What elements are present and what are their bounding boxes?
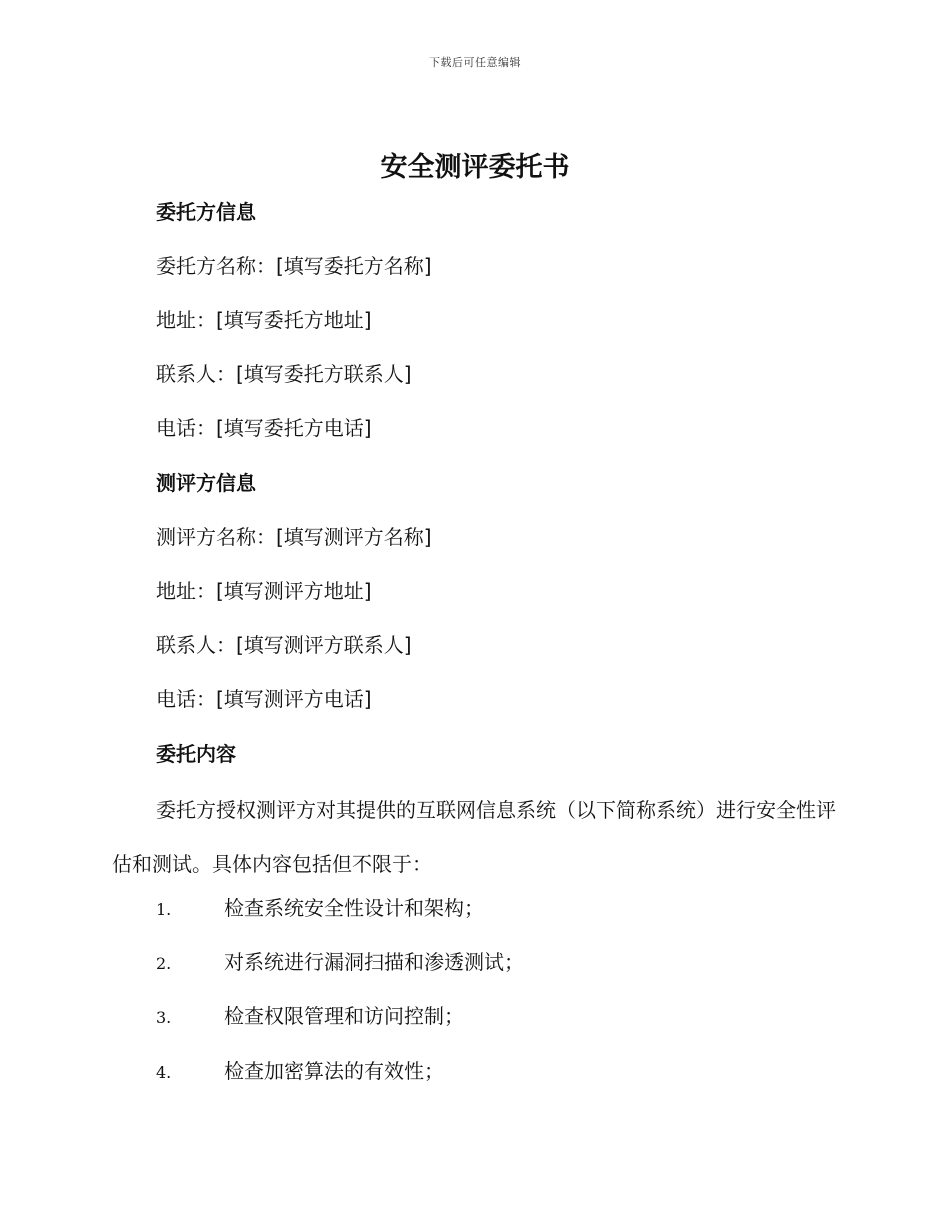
list-item xyxy=(156,948,524,978)
page-header-note: 下载后可任意编辑 xyxy=(429,56,521,69)
content-paragraph: 委托方授权测评方对其提供的互联网信息系统（以下简称系统）进行安全性评估和测试。具体内容包括但不限于： xyxy=(112,798,836,876)
list-item-text: 检查权限管理和访问控制； xyxy=(224,1004,464,1028)
client-contact-line: 联系人：[填写委托方联系人] xyxy=(156,362,412,386)
list-item-text: 检查加密算法的有效性； xyxy=(224,1059,444,1083)
content-section-heading: 委托内容 xyxy=(156,742,236,766)
evaluator-section-heading: 测评方信息 xyxy=(156,471,256,495)
list-item-number: 2. xyxy=(156,954,172,973)
document-title: 安全测评委托书 xyxy=(380,152,570,183)
client-section-heading: 委托方信息 xyxy=(156,200,256,224)
evaluator-phone-line: 电话：[填写测评方电话] xyxy=(156,687,372,711)
evaluator-name-line: 测评方名称：[填写测评方名称] xyxy=(156,525,432,549)
evaluator-contact-line: 联系人：[填写测评方联系人] xyxy=(156,633,412,657)
list-item-number: 1. xyxy=(156,900,172,919)
list-item xyxy=(156,894,484,924)
list-item xyxy=(156,1057,444,1087)
client-phone-line: 电话：[填写委托方电话] xyxy=(156,416,372,440)
list-item-text: 检查系统安全性设计和架构； xyxy=(224,896,484,920)
evaluator-address-line: 地址：[填写测评方地址] xyxy=(156,579,372,603)
list-item-number: 3. xyxy=(156,1008,172,1027)
list-item xyxy=(156,1002,464,1032)
list-item-number: 4. xyxy=(156,1063,172,1082)
client-address-line: 地址：[填写委托方地址] xyxy=(156,308,372,332)
list-item-text: 对系统进行漏洞扫描和渗透测试； xyxy=(224,950,524,974)
client-name-line: 委托方名称：[填写委托方名称] xyxy=(156,254,432,278)
